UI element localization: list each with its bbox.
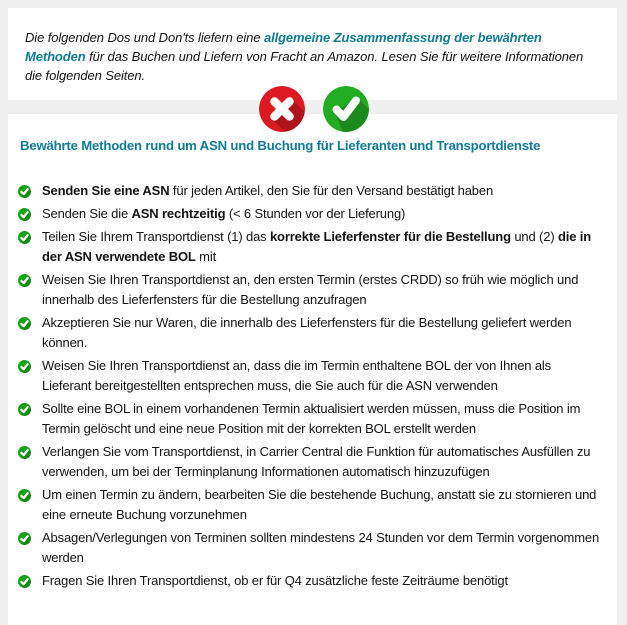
check-bullet-icon xyxy=(18,184,31,197)
list-item xyxy=(18,356,603,396)
list-item-text xyxy=(42,485,603,525)
check-bullet-icon xyxy=(18,273,31,286)
text-segment: Fragen Sie Ihren Transportdienst, ob er für Q4 zusätzliche feste Zeiträume benötigt xyxy=(42,573,508,588)
list-item xyxy=(18,442,603,482)
list-item-text xyxy=(42,227,603,267)
dos-donts-icons xyxy=(0,86,627,132)
text-segment: Die folgenden Dos und Don'ts liefern eine xyxy=(25,30,264,45)
text-segment: Weisen Sie Ihren Transportdienst an, den ersten Termin (erstes CRDD) so früh wie möglich und innerhalb des Lieferfensters für die Bestellung anzufragen xyxy=(42,272,579,307)
section-heading: Bewährte Methoden rund um ASN und Buchung für Lieferanten und Transportdienste xyxy=(20,138,541,153)
list-item-text xyxy=(42,571,603,591)
check-bullet-icon xyxy=(18,207,31,220)
check-bullet-icon xyxy=(18,316,31,329)
list-item xyxy=(18,204,603,224)
text-segment: mit xyxy=(195,249,217,264)
list-item xyxy=(18,181,603,201)
text-segment: für jeden Artikel, den Sie für den Versand bestätigt haben xyxy=(169,183,494,198)
text-segment: und (2) xyxy=(510,229,558,244)
check-bullet-icon xyxy=(18,359,31,372)
text-segment: allgemeine Zusammenfassung der bewährten Methoden xyxy=(25,30,542,64)
text-segment: ASN rechtzeitig xyxy=(131,206,226,221)
list-item xyxy=(18,528,603,568)
check-bullet-icon xyxy=(18,445,31,458)
text-segment: Akzeptieren Sie nur Waren, die innerhalb des Lieferfensters für die Bestellung geliefert werden können. xyxy=(42,315,572,350)
list-item-text xyxy=(42,204,603,224)
text-segment: Absagen/Verlegungen von Terminen sollten mindestens 24 Stunden vor dem Termin vorgenommen werden xyxy=(42,530,600,565)
list-item-text xyxy=(42,270,603,310)
list-item-text xyxy=(42,399,603,439)
text-segment: Weisen Sie Ihren Transportdienst an, dass die im Termin enthaltene BOL der von Ihnen als Lieferant bereitgestellten entsprechen muss, die Sie auch für die ASN verwenden xyxy=(42,358,552,393)
text-segment: Senden Sie die xyxy=(42,206,132,221)
check-bullet-icon xyxy=(18,402,31,415)
text-segment: für das Buchen und Liefern von Fracht an Amazon. Lesen Sie für weitere Informationen die folgenden Seiten. xyxy=(25,49,584,83)
cross-icon xyxy=(259,86,305,132)
check-icon xyxy=(323,86,369,132)
list-item-text xyxy=(42,313,603,353)
check-bullet-icon xyxy=(18,531,31,544)
text-segment: Sollte eine BOL in einem vorhandenen Termin aktualisiert werden müssen, muss die Position im Termin gelöscht und eine neue Position mit der korrekten BOL erstellt werden xyxy=(42,401,581,436)
text-segment: die in der ASN verwendete BOL xyxy=(42,229,592,264)
check-bullet-icon xyxy=(18,574,31,587)
list-item-text xyxy=(42,528,603,568)
list-item-text xyxy=(42,356,603,396)
text-segment: Verlangen Sie vom Transportdienst, in Carrier Central die Funktion für automatisches Ausfüllen zu verwenden, um bei der Terminplanung Informationen automatisch hinzuzufügen xyxy=(42,444,591,479)
list-item-text xyxy=(42,181,603,201)
list-item-text xyxy=(42,442,603,482)
list-item xyxy=(18,399,603,439)
text-segment: Um einen Termin zu ändern, bearbeiten Sie die bestehende Buchung, anstatt sie zu stornieren und eine erneute Buchung vorzunehmen xyxy=(42,487,597,522)
list-item xyxy=(18,485,603,525)
best-practices-card xyxy=(8,114,617,625)
check-bullet-icon xyxy=(18,230,31,243)
check-bullet-icon xyxy=(18,488,31,501)
list-item xyxy=(18,227,603,267)
text-segment: Senden Sie eine ASN xyxy=(42,183,170,198)
intro-paragraph xyxy=(8,8,617,85)
list-item xyxy=(18,571,603,591)
text-segment: korrekte Lieferfenster für die Bestellung xyxy=(269,229,511,244)
list-item xyxy=(18,270,603,310)
list-item xyxy=(18,313,603,353)
text-segment: Teilen Sie Ihrem Transportdienst (1) das xyxy=(42,229,270,244)
text-segment: (< 6 Stunden vor der Lieferung) xyxy=(225,206,406,221)
best-practices-list xyxy=(18,181,603,591)
